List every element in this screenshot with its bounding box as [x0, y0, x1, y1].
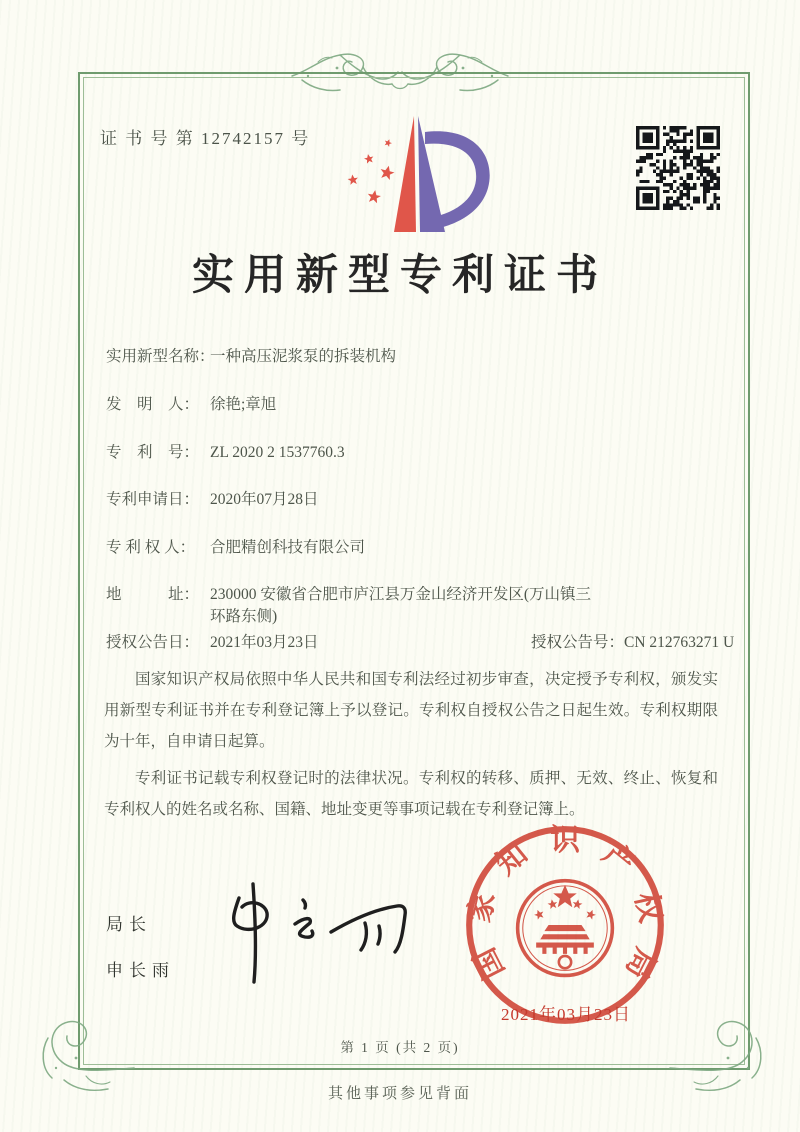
field-row-address: [106, 582, 662, 626]
certificate-title: 实用新型专利证书: [191, 253, 608, 299]
field-row-patentee: [106, 535, 365, 557]
field-value: 合肥精创科技有限公司: [210, 539, 366, 556]
director-name: 申长雨: [106, 961, 175, 980]
shen-changyu-signature-icon: [215, 878, 415, 993]
legal-text: [104, 664, 718, 831]
address-line-2: 环路东侧): [210, 608, 278, 625]
field-label: 专 利 号：: [106, 444, 200, 461]
field-label: 发 明 人：: [106, 396, 200, 413]
field-label: 授权公告号：: [531, 634, 625, 651]
svg-text:识: 识: [550, 823, 580, 857]
legal-paragraph-1: 国家知识产权局依照中华人民共和国专利法经过初步审查，决定授予专利权，颁发实用新型专利证书并在专利登记簿上予以登记。专利权自授权公告之日起生效。专利权期限为十年，自申请日起算。: [104, 671, 718, 750]
qr-code-icon: [636, 126, 720, 210]
svg-text:知: 知: [489, 836, 534, 882]
field-value: 2021年03月23日: [210, 634, 319, 651]
legal-paragraph-2: 专利证书记载专利权登记时的法律状况。专利权的转移、质押、无效、终止、恢复和专利权人的姓名或名称、国籍、地址变更等事项记载在专利登记簿上。: [104, 770, 718, 818]
field-label: 专 利 权 人：: [106, 539, 196, 556]
svg-text:产: 产: [596, 836, 641, 882]
page-number: 第 1 页 (共 2 页): [340, 1040, 460, 1055]
svg-text:权: 权: [628, 889, 668, 926]
bottom-left-corner-ornament: [34, 1010, 138, 1102]
grant-number-pair: [531, 630, 734, 652]
certificate-number: 证 书 号 第 12742157 号: [100, 129, 311, 148]
seal-date: 2021年03月23日: [501, 1005, 631, 1024]
field-value: 徐艳;章旭: [210, 396, 277, 413]
svg-text:家: 家: [462, 889, 502, 926]
field-value: CN 212763271 U: [624, 634, 735, 651]
director-block: [106, 910, 175, 981]
cnipa-red-seal: [462, 822, 668, 1028]
field-value: [210, 582, 662, 626]
field-row-utility-model-name: [106, 344, 396, 366]
bottom-right-corner-ornament: [666, 1010, 770, 1102]
field-row-grant: [106, 630, 735, 652]
field-row-filing-date: [106, 487, 319, 509]
svg-text:国: 国: [468, 942, 512, 985]
field-value: 一种高压泥浆泵的拆装机构: [210, 348, 397, 365]
field-row-inventor: [106, 392, 276, 414]
field-label: 地 址：: [106, 586, 200, 603]
address-line-1: 230000 安徽省合肥市庐江县万金山经济开发区(万山镇三: [210, 586, 592, 603]
cnipa-logo-icon: [328, 110, 508, 238]
field-label: 专利申请日：: [106, 491, 200, 508]
field-value: 2020年07月28日: [210, 491, 319, 508]
field-value: ZL 2020 2 1537760.3: [210, 444, 345, 461]
director-title: 局长: [106, 915, 152, 934]
svg-text:局: 局: [618, 942, 662, 985]
field-label: 实用新型名称：: [106, 348, 215, 365]
back-side-note: 其他事项参见背面: [327, 1086, 472, 1102]
field-row-patent-number: [106, 440, 345, 462]
field-label: 授权公告日：: [106, 634, 200, 651]
